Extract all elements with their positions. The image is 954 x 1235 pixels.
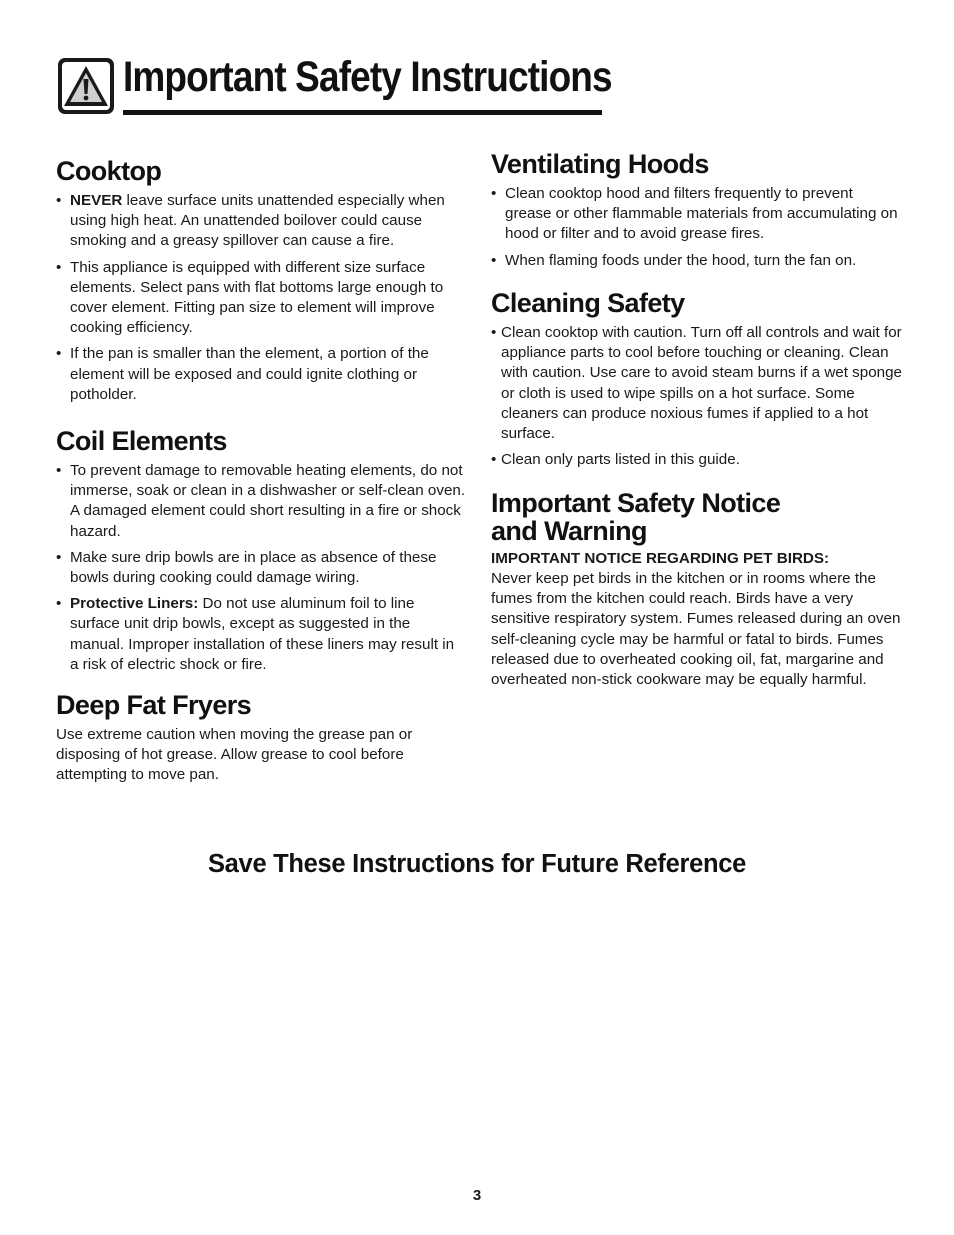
section-coil-elements	[56, 427, 466, 681]
fryers-heading: Deep Fat Fryers	[56, 690, 252, 720]
list-item	[56, 548, 466, 588]
item-text: This appliance is equipped with different size surface elements. Select pans with flat bottoms large enough to cover element. Fitting pan size to element will improve cooking efficiency.	[70, 258, 444, 337]
item-bold-lead: Protective Liners:	[70, 595, 199, 613]
notice-heading-line1: Important Safety Notice	[491, 488, 781, 518]
section-cooktop	[56, 157, 466, 411]
list-item	[56, 191, 466, 252]
coil-list	[56, 461, 466, 675]
section-cleaning-safety	[491, 289, 903, 476]
save-instructions-banner: Save These Instructions for Future Reference	[207, 850, 747, 878]
list-item	[56, 594, 466, 675]
item-text: Do not use aluminum foil to line surface unit drip bowls, except as suggested in the manual. Improper installation of these liners may result in a risk of electric shock or fire.	[70, 595, 455, 673]
item-text: If the pan is smaller than the element, a portion of the element will be exposed and could ignite clothing or potholder.	[70, 345, 429, 403]
cooktop-heading: Cooktop	[56, 156, 162, 186]
item-text: To prevent damage to removable heating elements, do not immerse, soak or clean in a dishwasher or self-clean oven. A damaged element could short resulting in a fire or shock hazard.	[70, 462, 466, 540]
list-item: • When flaming foods under the hood, turn the fan on.	[491, 251, 903, 271]
section-safety-notice	[491, 489, 903, 690]
title-underline	[123, 110, 602, 115]
page-title: Important Safety Instructions	[123, 53, 612, 101]
hoods-heading: Ventilating Hoods	[491, 149, 709, 179]
item-text: leave surface units unattended especially when using high heat. An unattended boilover could cause smoking and a greasy spillover can cause a fire.	[70, 192, 445, 250]
list-item	[56, 344, 466, 405]
page-header	[57, 53, 612, 117]
coil-heading: Coil Elements	[56, 426, 227, 456]
list-item: • Clean cooktop with caution. Turn off all controls and wait for appliance parts to cool before touching or cleaning. Clean with caution. Use care to avoid steam burns if a wet sponge or cloth is used to wipe spills on a hot surface. Some cleaners can produce noxious fumes if applied to a hot surface.	[491, 323, 903, 444]
notice-heading	[491, 489, 903, 545]
section-ventilating-hoods	[491, 150, 903, 277]
section-deep-fat-fryers	[56, 691, 466, 786]
fryers-body: Use extreme caution when moving the grease pan or disposing of hot grease. Allow grease to cool before attempting to move pan.	[56, 726, 413, 784]
item-text: Make sure drip bowls are in place as absence of these bowls during cooking could damage wiring.	[70, 548, 437, 587]
notice-heading-line2: and Warning	[491, 516, 647, 546]
list-item: • Clean only parts listed in this guide.	[491, 450, 903, 470]
page-number: 3	[472, 1187, 482, 1204]
cleaning-list	[491, 323, 903, 470]
notice-body: Never keep pet birds in the kitchen or in rooms where the fumes from the kitchen could reach. Birds have a very sensitive respiratory system. Fumes released during an oven self-cleaning cycle may be harmful or fatal to birds. Fumes released due to overheated cooking oil, fat, margarine and overheated non-stick cookware may be equally harmful.	[491, 570, 901, 689]
item-bold-lead: NEVER	[70, 192, 123, 209]
list-item: • Clean cooktop hood and filters frequently to prevent grease or other flammable materials from accumulating on hood or filter and to avoid grease fires.	[491, 184, 903, 245]
cleaning-heading: Cleaning Safety	[491, 288, 685, 318]
notice-subheading: IMPORTANT NOTICE REGARDING PET BIRDS:	[491, 550, 830, 567]
list-item	[56, 258, 466, 339]
hoods-list	[491, 184, 903, 271]
warning-exclamation-icon	[57, 57, 115, 115]
cooktop-list	[56, 191, 466, 405]
list-item	[56, 461, 466, 542]
